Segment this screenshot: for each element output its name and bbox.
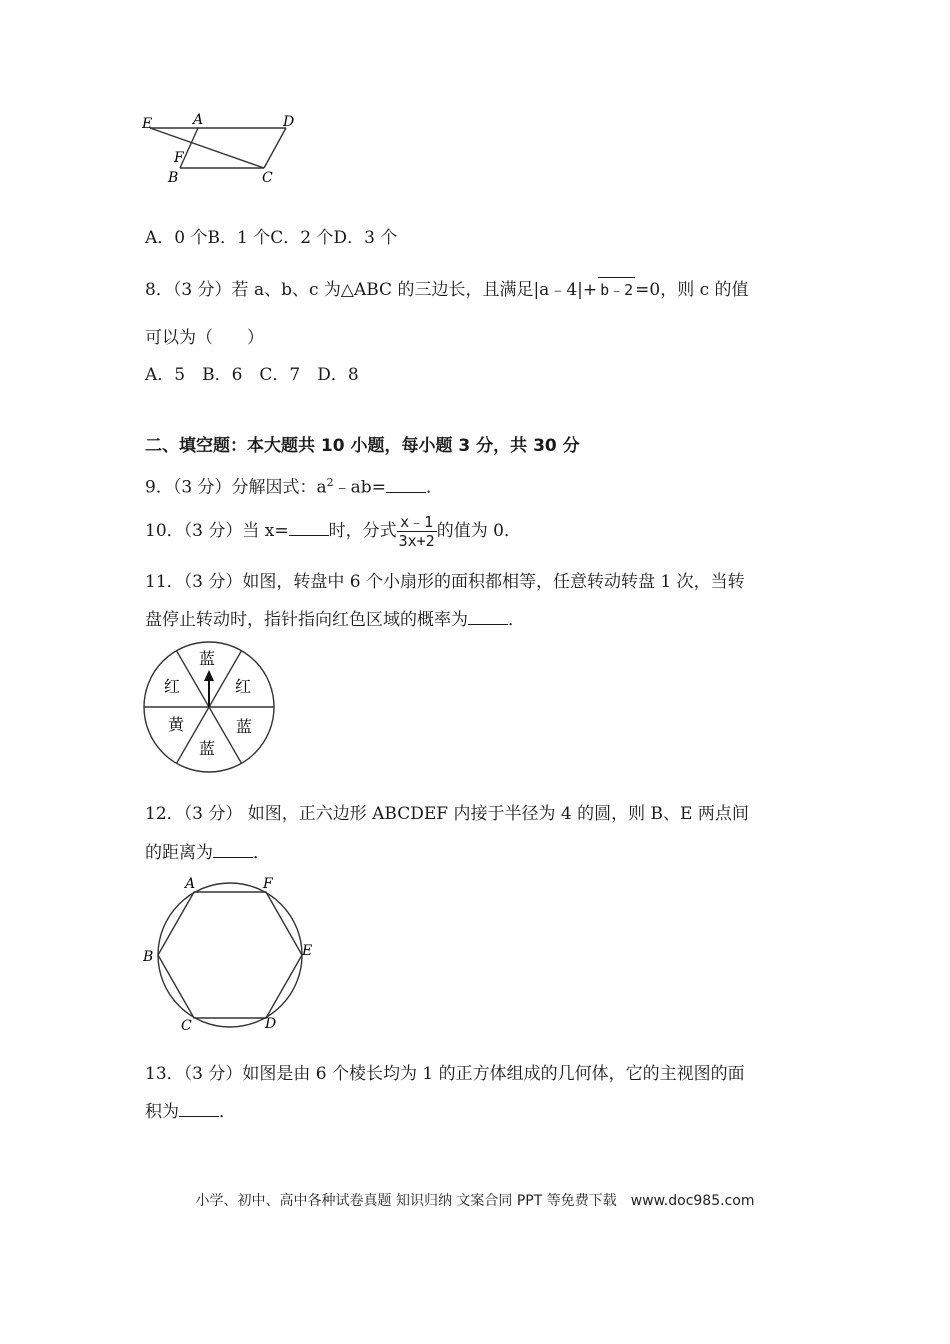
spinner-figure xyxy=(140,640,280,775)
q9-text-b: ﹣ab= xyxy=(333,477,386,498)
sector-top-left: 红 xyxy=(164,677,181,696)
q8-text-b: =0，则 c 的值 xyxy=(635,280,749,300)
q13-line2 xyxy=(145,1100,236,1124)
hex-label-e: E xyxy=(302,943,313,959)
q12-line2-end: ． xyxy=(253,843,270,863)
sector-bottom-right: 蓝 xyxy=(236,717,253,736)
q7-options: A．0 个B．1 个C．2 个D．3 个 xyxy=(145,228,398,248)
page-footer: 小学、初中、高中各种试卷真题 知识归纳 文案合同 PPT 等免费下载 www.doc985.com xyxy=(195,1193,755,1209)
label-c: C xyxy=(262,170,273,186)
q13-line2-text: 积为 xyxy=(145,1102,179,1122)
q12-blank xyxy=(213,841,253,858)
q13-blank xyxy=(179,1100,219,1117)
q9-text-a: 9．（3 分）分解因式：a xyxy=(145,477,327,498)
q11-line2 xyxy=(145,608,525,632)
q10-fraction xyxy=(397,513,437,550)
parallelogram-figure xyxy=(138,110,308,190)
q10-text-a: 10．（3 分）当 x= xyxy=(145,521,289,541)
q12-line2-text: 的距离为 xyxy=(145,843,213,863)
sector-top: 蓝 xyxy=(199,649,216,668)
q8-options: A．5 B．6 C．7 D．8 xyxy=(145,365,359,385)
hex-label-f: F xyxy=(263,876,273,892)
q10-text-c: 的值为 0． xyxy=(436,521,521,541)
hex-label-d: D xyxy=(265,1016,277,1032)
hex-label-a: A xyxy=(185,876,196,892)
q9-blank xyxy=(386,476,426,493)
q10-blank xyxy=(289,519,329,536)
label-d: D xyxy=(283,114,295,130)
q9 xyxy=(145,471,443,500)
q10-numerator: x﹣1 xyxy=(397,513,437,532)
sector-top-right: 红 xyxy=(235,677,252,696)
q10-denominator: 3x+2 xyxy=(398,532,435,550)
q8-sqrt: b﹣2 xyxy=(598,277,635,302)
q11-blank xyxy=(468,608,508,625)
q9-text-c: ． xyxy=(425,477,443,498)
q13-line2-end: ． xyxy=(219,1102,236,1122)
sector-bottom: 蓝 xyxy=(199,739,216,758)
q12-line2 xyxy=(145,841,270,865)
label-a: A xyxy=(193,112,204,128)
hex-label-b: B xyxy=(143,949,154,965)
q11-line2-text: 盘停止转动时，指针指向红色区域的概率为 xyxy=(145,610,468,630)
label-e: E xyxy=(142,116,153,132)
q8-line2: 可以为（ ） xyxy=(145,328,264,348)
label-f: F xyxy=(174,150,184,166)
hexagon-figure xyxy=(140,872,320,1037)
q11-line2-end: ． xyxy=(508,610,525,630)
q10-text-b: 时，分式 xyxy=(328,521,397,541)
q8-line1 xyxy=(145,277,749,302)
q13-line1: 13．（3 分）如图是由 6 个棱长均为 1 的正方体组成的几何体，它的主视图的面 xyxy=(145,1064,745,1084)
q8-text-a: 8．（3 分）若 a、b、c 为△ABC 的三边长，且满足|a﹣4|+ xyxy=(145,280,598,300)
label-b: B xyxy=(168,170,179,186)
q11-line1: 11．（3 分）如图，转盘中 6 个小扇形的面积都相等，任意转动转盘 1 次，当转 xyxy=(145,572,745,592)
section2-heading: 二、填空题：本大题共 10 小题，每小题 3 分，共 30 分 xyxy=(145,436,580,456)
hex-label-c: C xyxy=(181,1018,192,1034)
q9-sup: 2 xyxy=(326,476,334,489)
sector-bottom-left: 黄 xyxy=(168,715,185,734)
q10 xyxy=(145,511,521,551)
q12-line1: 12．（3 分） 如图，正六边形 ABCDEF 内接于半径为 4 的圆，则 B、E 两点间 xyxy=(145,804,749,824)
